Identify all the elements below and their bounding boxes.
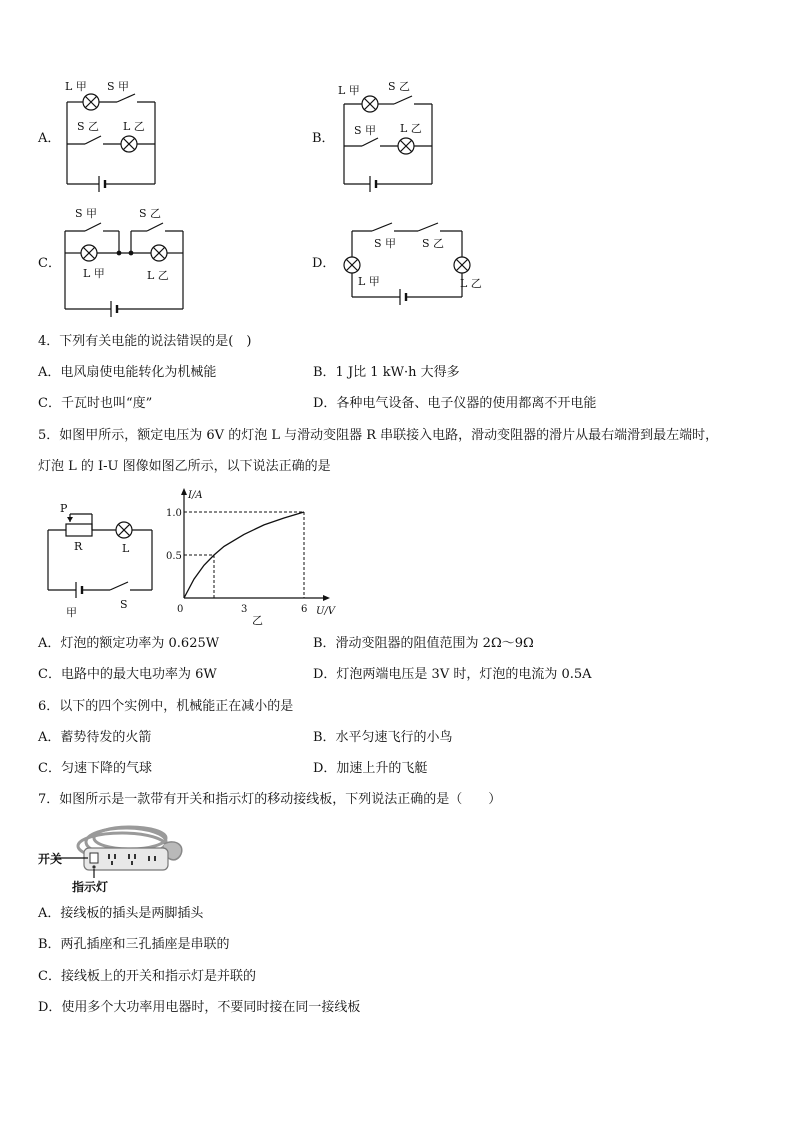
switch-icon <box>90 853 98 863</box>
option-letter-b: B． <box>312 131 335 146</box>
y-tick-label: 0.5 <box>166 551 182 562</box>
q5-option-c: C．电路中的最大电功率为 6W <box>38 667 217 682</box>
x-axis-label: U/V <box>316 606 336 617</box>
q4-option-d: D．各种电气设备、电子仪器的使用都离不开电能 <box>313 396 597 411</box>
q4-option-b: B．1 J比 1 kW·h 大得多 <box>313 365 460 380</box>
label-s-yi: S 乙 <box>422 237 445 250</box>
circuit-diagram-c <box>55 205 190 317</box>
question-5-stem-line1: 5．如图甲所示，额定电压为 6V 的灯泡 L 与滑动变阻器 R 串联接入电路，滑动变阻器的滑片从最右端滑到最左端时， <box>38 428 719 443</box>
label-l-yi: L 乙 <box>460 277 482 290</box>
label-l-jia: L 甲 <box>65 80 87 93</box>
label-s-yi: S 乙 <box>139 207 162 220</box>
q5-option-b: B．滑动变阻器的阻值范围为 2Ω～9Ω <box>313 636 534 651</box>
q5-option-a: A．灯泡的额定功率为 0.625W <box>38 636 220 651</box>
circuit-diagram-d <box>336 205 482 315</box>
q5-circuit-jia <box>40 500 160 622</box>
label-r: R <box>74 540 83 553</box>
x-tick-label: 6 <box>301 604 308 615</box>
q5-option-d: D．灯泡两端电压是 3V 时，灯泡的电流为 0.5A <box>313 667 592 682</box>
x-axis-arrow <box>323 595 330 601</box>
q4-option-c: C．千瓦时也叫“度” <box>38 396 153 411</box>
q6-option-c: C．匀速下降的气球 <box>38 761 152 776</box>
rheostat-symbol <box>66 524 92 536</box>
power-strip-photo <box>38 816 188 896</box>
label-l-jia: L 甲 <box>358 275 380 288</box>
q7-option-b: B．两孔插座和三孔插座是串联的 <box>38 937 230 952</box>
label-s-jia: S 甲 <box>75 207 98 220</box>
label-l-jia: L 甲 <box>83 267 105 280</box>
q5-iu-chart <box>160 488 340 628</box>
question-4-stem: 4．下列有关电能的说法错误的是( ) <box>38 334 252 349</box>
label-s-yi: S 乙 <box>388 80 411 93</box>
option-letter-a: A． <box>38 131 61 146</box>
y-axis-arrow <box>181 488 187 495</box>
q7-option-d: D．使用多个大功率用电器时，不要同时接在同一接线板 <box>38 1000 361 1015</box>
question-7-stem: 7．如图所示是一款带有开关和指示灯的移动接线板，下列说法正确的是（ ） <box>38 792 502 807</box>
label-s: S <box>120 598 128 611</box>
label-l-yi: L 乙 <box>147 269 169 282</box>
q4-option-a: A．电风扇使电能转化为机械能 <box>38 365 217 380</box>
switch-jia-blade <box>117 94 135 102</box>
x-tick-label: 3 <box>241 604 248 615</box>
option-letter-c: C． <box>38 256 61 271</box>
label-p: P <box>60 502 68 515</box>
circuit-diagram-a <box>55 78 165 190</box>
q7-option-a: A．接线板的插头是两脚插头 <box>38 906 204 921</box>
question-5-stem-line2: 灯泡 L 的 I-U 图像如图乙所示，以下说法正确的是 <box>38 459 331 474</box>
q6-option-a: A．蓄势待发的火箭 <box>38 730 152 745</box>
question-6-stem: 6．以下的四个实例中，机械能正在减小的是 <box>38 699 294 714</box>
y-tick-label: 1.0 <box>166 508 182 519</box>
label-s-jia: S 甲 <box>107 80 130 93</box>
label-l-jia: L 甲 <box>338 84 360 97</box>
x-tick-label: 0 <box>177 604 184 615</box>
option-letter-d: D． <box>312 256 336 271</box>
switch-yi-blade <box>85 136 101 144</box>
label-l-yi: L 乙 <box>123 120 145 133</box>
q6-option-b: B．水平匀速飞行的小鸟 <box>313 730 453 745</box>
q6-option-d: D．加速上升的飞艇 <box>313 761 428 776</box>
chart-caption: 乙 <box>252 614 263 627</box>
label-switch: 开关 <box>38 852 63 866</box>
label-s-jia: S 甲 <box>354 124 377 137</box>
label-l-yi: L 乙 <box>400 122 422 135</box>
guide-lines <box>184 512 304 598</box>
label-l: L <box>122 542 130 555</box>
label-indicator: 指示灯 <box>72 880 109 894</box>
label-s-yi: S 乙 <box>77 120 100 133</box>
indicator-light-icon <box>92 865 95 868</box>
y-axis-label: I/A <box>188 490 203 501</box>
caption-jia: 甲 <box>66 606 77 619</box>
label-s-jia: S 甲 <box>374 237 397 250</box>
q7-option-c: C．接线板上的开关和指示灯是并联的 <box>38 969 256 984</box>
circuit-diagram-b <box>332 78 442 190</box>
